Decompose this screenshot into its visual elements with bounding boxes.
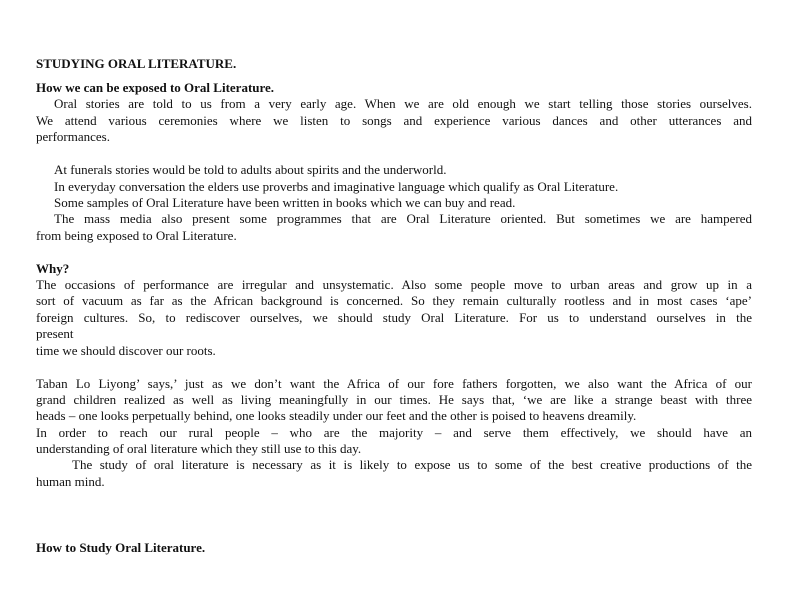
paragraph-line: present [36,326,74,341]
section-heading-how-to-study: How to Study Oral Literature. [36,540,206,555]
paragraph-line: foreign cultures. So, to rediscover ourselves, we should study Oral Literature. For us to understand ourselves in the [36,310,752,325]
paragraph-line: from being exposed to Oral Literature. [36,228,237,243]
paragraph-line: The mass media also present some programmes that are Oral Literature oriented. But sometimes we are hampered [54,211,752,226]
paragraph-line: human mind. [36,474,105,489]
paragraph-line: At funerals stories would be told to adults about spirits and the underworld. [54,162,447,177]
section-heading-exposure: How we can be exposed to Oral Literature. [36,80,275,95]
paragraph-line: The occasions of performance are irregular and unsystematic. Also some people move to urban areas and grow up in a [36,277,752,292]
paragraph-line: time we should discover our roots. [36,343,216,358]
paragraph-line: grand children realized as well as living meaningfully in our times. He says that, ‘we are like a strange beast with three [36,392,752,407]
paragraph-line: heads – one looks perpetually behind, one looks steadily under our feet and the other is poised to heavens dreamily. [36,408,637,423]
paragraph-line: understanding of oral literature which they still use to this day. [36,441,362,456]
paragraph-line: Taban Lo Liyong’ says,’ just as we don’t want the Africa of our fore fathers forgotten, we also want the Africa of our [36,376,752,391]
paragraph-line: performances. [36,129,110,144]
paragraph-line: sort of vacuum as far as the African background is concerned. So they remain culturally rootless and in most cases ‘ape’ [36,293,752,308]
paragraph-line: Some samples of Oral Literature have been written in books which we can buy and read. [54,195,516,210]
paragraph-line: In order to reach our rural people – who are the majority – and serve them effectively, we should have an [36,425,752,440]
section-heading-why: Why? [36,261,70,276]
paragraph-line: We attend various ceremonies where we listen to songs and experience various dances and other utterances and [36,113,752,128]
paragraph-line: The study of oral literature is necessary as it is likely to expose us to some of the best creative productions of the [72,457,752,472]
paragraph-line: In everyday conversation the elders use proverbs and imaginative language which qualify as Oral Literature. [54,179,619,194]
paragraph-line: Oral stories are told to us from a very early age. When we are old enough we start telling those stories ourselves. [54,96,752,111]
document-title: STUDYING ORAL LITERATURE. [36,56,237,71]
